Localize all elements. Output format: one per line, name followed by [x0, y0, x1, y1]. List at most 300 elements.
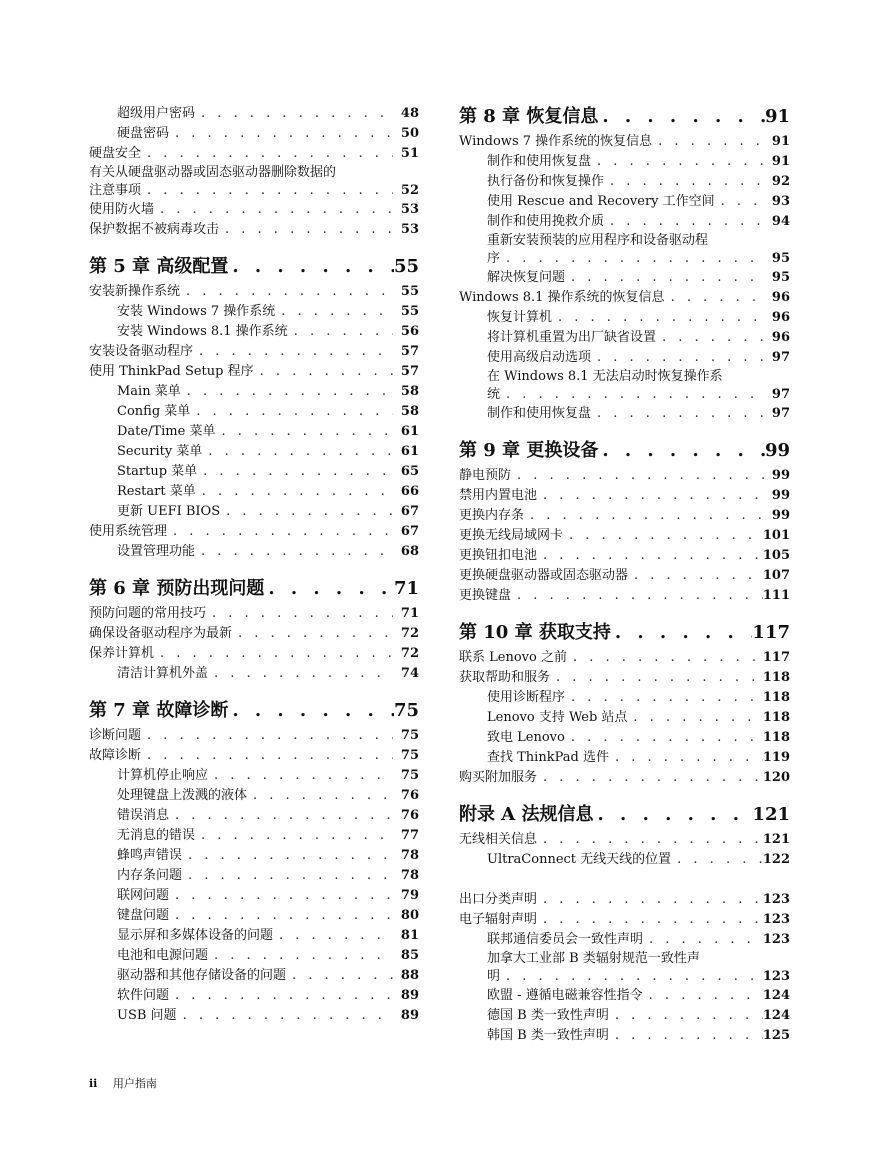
entry-page-number: 66 — [400, 484, 419, 499]
dot-leader — [254, 362, 393, 382]
entry-title: 制作和使用恢复盘 — [487, 406, 592, 421]
entry-title: 内存条问题 — [117, 868, 183, 883]
entry-title: 查找 ThinkPad 选件 — [487, 750, 609, 765]
dot-leader — [196, 482, 393, 502]
toc-entry[interactable] — [89, 846, 419, 866]
entry-title: 执行备份和恢复操作 — [487, 174, 605, 189]
entry-page-number: 48 — [400, 106, 419, 121]
dot-leader — [154, 200, 393, 220]
entry-title: 电子辐射声明 — [459, 912, 538, 927]
toc-entry[interactable] — [459, 466, 790, 486]
entry-title: 显示屏和多媒体设备的问题 — [117, 928, 274, 943]
toc-entry[interactable] — [459, 586, 790, 606]
entry-page-number: 123 — [762, 932, 790, 947]
dot-leader — [208, 766, 393, 786]
entry-page-number: 53 — [400, 202, 419, 217]
chapter-page-number: 71 — [393, 578, 419, 599]
dot-leader — [643, 986, 763, 1006]
toc-entry[interactable] — [89, 220, 419, 240]
entry-title: Restart 菜单 — [117, 484, 196, 499]
dot-leader — [565, 728, 763, 748]
entry-page-number: 121 — [762, 832, 790, 847]
toc-entry[interactable] — [89, 624, 419, 644]
dot-leader — [627, 708, 762, 728]
entry-title: 使用系统管理 — [89, 524, 168, 539]
entry-page-number: 125 — [762, 1028, 790, 1043]
toc-entry[interactable] — [89, 826, 419, 846]
entry-page-number: 65 — [400, 464, 419, 479]
toc-spacer — [459, 870, 790, 890]
entry-title: 保养计算机 — [89, 646, 155, 661]
toc-entry[interactable] — [89, 302, 419, 322]
entry-page-number: 107 — [762, 568, 790, 583]
entry-title: 联网问题 — [117, 888, 170, 903]
entry-title: 出口分类声明 — [459, 892, 538, 907]
entry-title: 安装 Windows 8.1 操作系统 — [117, 324, 288, 339]
entry-page-number: 118 — [762, 670, 790, 685]
entry-title: USB 问题 — [117, 1008, 177, 1023]
toc-entry[interactable] — [89, 746, 419, 766]
dot-leader — [169, 124, 393, 144]
dot-leader — [275, 302, 393, 322]
dot-leader — [182, 846, 393, 866]
dot-leader — [273, 926, 393, 946]
dot-leader — [264, 576, 394, 602]
entry-title: 无消息的错误 — [117, 828, 196, 843]
dot-leader — [169, 886, 393, 906]
chapter-title: 第 10 章 获取支持 — [459, 622, 611, 643]
dot-leader — [611, 620, 753, 646]
toc-entry[interactable] — [459, 288, 790, 308]
toc-entry[interactable] — [89, 726, 419, 746]
entry-page-number: 122 — [762, 852, 790, 867]
dot-leader — [220, 502, 393, 522]
entry-title: 保护数据不被病毒攻击 — [89, 222, 220, 237]
entry-title: Startup 菜单 — [117, 464, 198, 479]
toc-entry[interactable] — [89, 966, 419, 986]
toc-entry[interactable] — [459, 232, 790, 268]
entry-page-number: 118 — [762, 710, 790, 725]
toc-entry[interactable] — [459, 152, 790, 172]
toc-entry[interactable] — [89, 886, 419, 906]
entry-page-number: 111 — [762, 588, 790, 603]
entry-page-number: 117 — [762, 650, 790, 665]
dot-leader — [563, 526, 763, 546]
entry-page-number: 89 — [400, 988, 419, 1003]
toc-entry[interactable] — [89, 604, 419, 624]
entry-title-line2: 序 — [487, 251, 501, 266]
dot-leader — [591, 152, 764, 172]
entry-title: Windows 8.1 操作系统的恢复信息 — [459, 290, 665, 305]
entry-page-number: 88 — [400, 968, 419, 983]
toc-entry[interactable] — [89, 482, 419, 502]
entry-title: 更换硬盘驱动器或固态驱动器 — [459, 568, 629, 583]
toc-entry[interactable] — [89, 164, 419, 200]
entry-title: 蜂鸣声错误 — [117, 848, 183, 863]
entry-title: 电池和电源问题 — [117, 948, 209, 963]
entry-page-number: 55 — [400, 284, 419, 299]
toc-entry[interactable] — [459, 172, 790, 192]
entry-page-number: 97 — [771, 406, 790, 421]
entry-title: 获取帮助和服务 — [459, 670, 551, 685]
entry-title: 静电预防 — [459, 468, 512, 483]
dot-leader — [232, 624, 393, 644]
entry-title: 联系 Lenovo 之前 — [459, 650, 567, 665]
entry-page-number: 53 — [400, 222, 419, 237]
toc-entry[interactable] — [459, 526, 790, 546]
entry-title: Date/Time 菜单 — [117, 424, 216, 439]
toc-entry[interactable] — [459, 850, 790, 870]
toc-entry[interactable] — [459, 708, 790, 728]
toc-entry[interactable] — [459, 688, 790, 708]
toc-entry[interactable] — [89, 282, 419, 302]
toc-entry[interactable] — [89, 342, 419, 362]
toc-entry[interactable] — [459, 1006, 790, 1026]
toc-entry[interactable] — [459, 668, 790, 688]
entry-title-line1: 加拿大工业部 B 类辐射规范一致性声 — [487, 951, 700, 966]
toc-entry[interactable] — [459, 768, 790, 788]
entry-page-number: 124 — [762, 988, 790, 1003]
dot-leader — [656, 328, 764, 348]
entry-title: 错误消息 — [117, 808, 170, 823]
entry-title: 使用诊断程序 — [487, 690, 566, 705]
entry-page-number: 71 — [400, 606, 419, 621]
entry-page-number: 101 — [762, 528, 790, 543]
entry-title: Lenovo 支持 Web 站点 — [487, 710, 628, 725]
dot-leader — [598, 438, 765, 464]
chapter-page-number: 99 — [764, 440, 790, 461]
entry-page-number: 99 — [771, 488, 790, 503]
dot-leader — [552, 308, 764, 328]
dot-leader — [167, 522, 393, 542]
entry-page-number: 81 — [400, 928, 419, 943]
entry-page-number: 95 — [771, 251, 790, 266]
dot-leader — [202, 442, 393, 462]
dot-leader — [195, 542, 393, 562]
dot-leader — [208, 946, 393, 966]
dot-leader — [228, 254, 394, 280]
entry-page-number: 56 — [400, 324, 419, 339]
dot-leader — [643, 930, 763, 950]
chapter-heading[interactable] — [459, 104, 790, 130]
toc-entry[interactable] — [89, 866, 419, 886]
entry-title: 禁用内置电池 — [459, 488, 538, 503]
entry-title: 德国 B 类一致性声明 — [487, 1008, 609, 1023]
entry-title: 联邦通信委员会一致性声明 — [487, 932, 644, 947]
entry-title: Security 菜单 — [117, 444, 203, 459]
toc-entry[interactable] — [89, 442, 419, 462]
entry-page-number: 95 — [771, 270, 790, 285]
toc-entry[interactable] — [459, 546, 790, 566]
toc-entry[interactable] — [459, 910, 790, 930]
entry-page-number: 72 — [400, 646, 419, 661]
dot-leader — [190, 402, 393, 422]
chapter-heading[interactable] — [459, 438, 790, 464]
footer-page-number: ii — [89, 1077, 98, 1090]
footer-title: 用户指南 — [112, 1077, 157, 1090]
entry-page-number: 89 — [400, 1008, 419, 1023]
entry-title: 确保设备驱动程序为最新 — [89, 626, 233, 641]
dot-leader — [609, 748, 763, 768]
chapter-title: 第 8 章 恢复信息 — [459, 106, 599, 127]
entry-title: 安装设备驱动程序 — [89, 344, 194, 359]
toc-entry[interactable] — [89, 124, 419, 144]
chapter-page-number: 117 — [752, 622, 790, 643]
toc-entry[interactable] — [89, 382, 419, 402]
toc-entry[interactable] — [89, 542, 419, 562]
entry-title: 更换无线局域网卡 — [459, 528, 564, 543]
entry-page-number: 118 — [762, 690, 790, 705]
entry-page-number: 123 — [762, 912, 790, 927]
entry-page-number: 75 — [400, 768, 419, 783]
entry-title: 处理键盘上泼溅的液体 — [117, 788, 248, 803]
entry-title: Main 菜单 — [117, 384, 181, 399]
entry-title: Config 菜单 — [117, 404, 191, 419]
toc-entry[interactable] — [89, 522, 419, 542]
toc-entry[interactable] — [89, 926, 419, 946]
toc-entry[interactable] — [89, 946, 419, 966]
entry-title-line1: 在 Windows 8.1 无法启动时恢复操作系 — [487, 369, 723, 384]
entry-page-number: 68 — [400, 544, 419, 559]
toc-entry[interactable] — [459, 748, 790, 768]
dot-leader — [208, 664, 393, 684]
entry-page-number: 61 — [400, 424, 419, 439]
entry-title-line1: 有关从硬盘驱动器或固态驱动器删除数据的 — [89, 165, 337, 180]
dot-leader — [537, 546, 763, 566]
toc-entry[interactable] — [89, 664, 419, 684]
entry-page-number: 58 — [400, 404, 419, 419]
toc-entry[interactable] — [459, 368, 790, 404]
dot-leader — [591, 404, 764, 424]
entry-title: 致电 Lenovo — [487, 730, 565, 745]
entry-title: 计算机停止响应 — [117, 768, 209, 783]
page-footer — [89, 1075, 157, 1091]
chapter-heading[interactable] — [459, 802, 790, 828]
dot-leader — [169, 806, 393, 826]
entry-page-number: 119 — [762, 750, 790, 765]
entry-line2 — [89, 182, 419, 200]
dot-leader — [524, 506, 764, 526]
entry-page-number: 57 — [400, 344, 419, 359]
toc-entry[interactable] — [89, 422, 419, 442]
toc-entry[interactable] — [459, 132, 790, 152]
entry-page-number: 72 — [400, 626, 419, 641]
entry-title: 硬盘密码 — [117, 126, 170, 141]
toc-entry[interactable] — [459, 328, 790, 348]
entry-title: 欧盟 - 遵循电磁兼容性指令 — [487, 988, 643, 1003]
dot-leader — [141, 726, 393, 746]
toc-entry[interactable] — [89, 322, 419, 342]
toc-entry[interactable] — [89, 1006, 419, 1026]
entry-title: 驱动器和其他存储设备的问题 — [117, 968, 287, 983]
toc-entry[interactable] — [89, 462, 419, 482]
dot-leader — [182, 866, 393, 886]
toc-entry[interactable] — [459, 890, 790, 910]
entry-page-number: 55 — [400, 304, 419, 319]
toc-entry[interactable] — [459, 830, 790, 850]
entry-line2 — [487, 386, 790, 404]
entry-title: 故障诊断 — [89, 748, 142, 763]
toc-entry[interactable] — [89, 906, 419, 926]
dot-leader — [154, 644, 393, 664]
dot-leader — [180, 282, 393, 302]
dot-leader — [193, 342, 393, 362]
entry-title: 韩国 B 类一致性声明 — [487, 1028, 609, 1043]
entry-title: 硬盘安全 — [89, 146, 142, 161]
dot-leader — [511, 466, 764, 486]
dot-leader — [500, 968, 763, 986]
entry-page-number: 97 — [771, 350, 790, 365]
toc-entry[interactable] — [459, 1026, 790, 1046]
toc-entry[interactable] — [459, 648, 790, 668]
entry-page-number: 52 — [400, 183, 419, 198]
entry-title: 超级用户密码 — [117, 106, 196, 121]
dot-leader — [715, 192, 764, 212]
chapter-title: 第 6 章 预防出现问题 — [89, 578, 265, 599]
toc-entry[interactable] — [459, 506, 790, 526]
entry-title: 购买附加服务 — [459, 770, 538, 785]
dot-leader — [195, 826, 393, 846]
entry-page-number: 57 — [400, 364, 419, 379]
toc-entry[interactable] — [459, 404, 790, 424]
dot-leader — [141, 182, 393, 200]
entry-page-number: 50 — [400, 126, 419, 141]
entry-page-number: 118 — [762, 730, 790, 745]
dot-leader — [500, 386, 764, 404]
entry-title: 更新 UEFI BIOS — [117, 504, 221, 519]
entry-title: 诊断问题 — [89, 728, 142, 743]
dot-leader — [671, 850, 763, 870]
toc-entry[interactable] — [459, 950, 790, 986]
toc-entry[interactable] — [459, 728, 790, 748]
toc-entry[interactable] — [89, 144, 419, 164]
entry-title: UltraConnect 无线天线的位置 — [487, 852, 672, 867]
toc-entry[interactable] — [459, 348, 790, 368]
entry-title: 制作和使用恢复盘 — [487, 154, 592, 169]
chapter-title: 第 7 章 故障诊断 — [89, 700, 229, 721]
entry-page-number: 75 — [400, 748, 419, 763]
toc-entry[interactable] — [459, 566, 790, 586]
dot-leader — [197, 462, 393, 482]
dot-leader — [228, 698, 394, 724]
entry-title: 清洁计算机外盖 — [117, 666, 209, 681]
chapter-title: 第 5 章 高级配置 — [89, 256, 229, 277]
entry-page-number: 58 — [400, 384, 419, 399]
entry-title: 软件问题 — [117, 988, 170, 1003]
entry-page-number: 92 — [771, 174, 790, 189]
entry-page-number: 99 — [771, 468, 790, 483]
toc-entry[interactable] — [89, 200, 419, 220]
entry-page-number: 105 — [762, 548, 790, 563]
chapter-page-number: 55 — [393, 256, 419, 277]
dot-leader — [169, 986, 393, 1006]
entry-page-number: 124 — [762, 1008, 790, 1023]
dot-leader — [604, 172, 764, 192]
entry-page-number: 91 — [771, 154, 790, 169]
toc-entry[interactable] — [89, 402, 419, 422]
toc-entry[interactable] — [89, 502, 419, 522]
dot-leader — [665, 288, 764, 308]
dot-leader — [181, 382, 393, 402]
entry-title: 键盘问题 — [117, 908, 170, 923]
chapter-heading[interactable] — [89, 254, 419, 280]
entry-line2 — [487, 968, 790, 986]
entry-title: 使用 Rescue and Recovery 工作空间 — [487, 194, 715, 209]
dot-leader — [288, 322, 393, 342]
dot-leader — [604, 212, 764, 232]
entry-line2 — [487, 250, 790, 268]
entry-page-number: 96 — [771, 290, 790, 305]
entry-title: 更换内存条 — [459, 508, 525, 523]
dot-leader — [565, 688, 763, 708]
entry-page-number: 94 — [771, 214, 790, 229]
dot-leader — [550, 668, 763, 688]
dot-leader — [511, 586, 763, 606]
entry-page-number: 99 — [771, 508, 790, 523]
entry-page-number: 75 — [400, 728, 419, 743]
entry-page-number: 85 — [400, 948, 419, 963]
toc-entry[interactable] — [459, 986, 790, 1006]
dot-leader — [537, 768, 763, 788]
entry-page-number: 67 — [400, 504, 419, 519]
entry-page-number: 51 — [400, 146, 419, 161]
dot-leader — [565, 268, 764, 288]
entry-title: 使用防火墙 — [89, 202, 155, 217]
toc-entry[interactable] — [459, 930, 790, 950]
toc-entry[interactable] — [459, 192, 790, 212]
entry-title-line1: 重新安装预装的应用程序和设备驱动程 — [487, 233, 709, 248]
chapter-heading[interactable] — [89, 698, 419, 724]
entry-page-number: 76 — [400, 788, 419, 803]
entry-title: 设置管理功能 — [117, 544, 196, 559]
dot-leader — [169, 906, 393, 926]
toc-entry[interactable] — [459, 268, 790, 288]
dot-leader — [609, 1006, 763, 1026]
entry-page-number: 76 — [400, 808, 419, 823]
dot-leader — [177, 1006, 393, 1026]
dot-leader — [652, 132, 764, 152]
toc-entry[interactable] — [459, 212, 790, 232]
entry-title: 使用 ThinkPad Setup 程序 — [89, 364, 254, 379]
chapter-title: 附录 A 法规信息 — [459, 804, 594, 825]
entry-title: 更换键盘 — [459, 588, 512, 603]
toc-entry[interactable] — [459, 308, 790, 328]
entry-page-number: 123 — [762, 892, 790, 907]
entry-title: Windows 7 操作系统的恢复信息 — [459, 134, 653, 149]
toc-entry[interactable] — [459, 486, 790, 506]
entry-title: 将计算机重置为出厂缺省设置 — [487, 330, 657, 345]
dot-leader — [141, 144, 393, 164]
chapter-heading[interactable] — [459, 620, 790, 646]
chapter-heading[interactable] — [89, 576, 419, 602]
entry-page-number: 93 — [771, 194, 790, 209]
toc-entry[interactable] — [89, 644, 419, 664]
entry-page-number: 78 — [400, 868, 419, 883]
toc-entry[interactable] — [89, 104, 419, 124]
dot-leader — [215, 422, 393, 442]
entry-page-number: 74 — [400, 666, 419, 681]
toc-entry[interactable] — [89, 362, 419, 382]
entry-title: 制作和使用挽救介质 — [487, 214, 605, 229]
chapter-page-number: 121 — [752, 804, 790, 825]
toc-entry[interactable] — [89, 986, 419, 1006]
toc-entry[interactable] — [89, 806, 419, 826]
toc-entry[interactable] — [89, 786, 419, 806]
entry-page-number: 123 — [762, 969, 790, 984]
entry-title: 使用高级启动选项 — [487, 350, 592, 365]
toc-entry[interactable] — [89, 766, 419, 786]
entry-page-number: 97 — [771, 387, 790, 402]
